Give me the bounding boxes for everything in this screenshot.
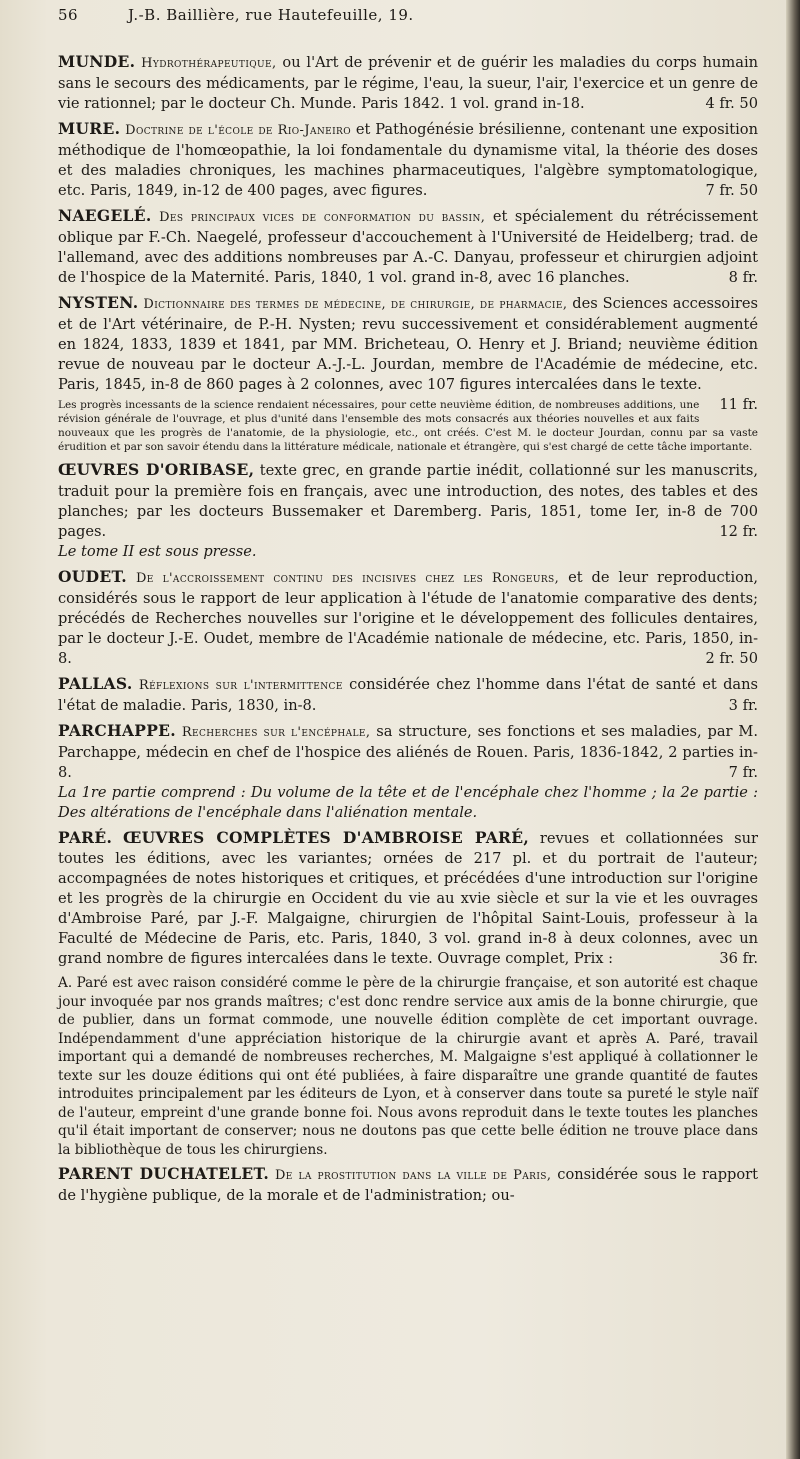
catalogue-entry	[58, 293, 758, 413]
entry-extra: Le tome II est sous presse.	[58, 543, 257, 560]
entry-commentary: A. Paré est avec raison considéré comme le père de la chirurgie française, et son autorité est chaque jour invoquée par nos grands maîtres; c'est donc rendre service aux amis de la bonne chirurgie, que de publier, dans un format commode, une nouvelle édition complète de cet important ouvrage. Indépendamment d'une appréciation historique de la chirurgie avant et après A. Paré, travail important qui a demandé de nombreuses recherches, M. Malgaigne s'est appliqué à collationner le texte sur les douze éditions qui ont été publiées, à faire disparaître une grande quantité de fautes introduites principalement par les éditeurs de Lyon, et à conserver dans toute sa pureté le style naïf de l'auteur, empreint d'une grande bonne foi. Nous avons reproduit dans le texte toutes les planches qu'il était important de conserver; nous ne doutons pas que cette belle édition ne trouve place dans la bibliothèque de tous les chirurgiens.	[58, 975, 758, 1158]
entry-text: considérée sous le rapport de l'hygiène publique, de la morale et de l'administration; ou-	[58, 1166, 759, 1204]
catalogue-entry	[58, 674, 758, 716]
entry-author: PALLAS.	[58, 674, 133, 693]
entry-price: 3 fr.	[728, 697, 758, 714]
catalogue-entry	[58, 119, 758, 201]
entry-heading: Dictionnaire des termes de médecine, de chirurgie, de pharmacie,	[143, 297, 568, 312]
entry-author: NAEGELÉ.	[58, 206, 152, 225]
catalogue-entry	[58, 460, 758, 562]
entry-heading: De la prostitution dans la ville de Paris,	[274, 1168, 552, 1183]
entry-price: 7 fr. 50	[705, 182, 758, 199]
entry-author: PARENT DUCHATELET.	[58, 1164, 270, 1183]
entry-text: et Pathogénésie brésilienne, contenant une exposition méthodique de l'homœopathie, la loi fondamentale du dynamisme vital, la théorie des doses et des maladies chroniques, les machines pharmaceutiques, l'algèbre symptomatologique, etc. Paris, 1849, in-12 de 400 pages, avec figures.	[58, 121, 758, 199]
entry-author: MUNDE.	[58, 52, 136, 71]
catalogue-entry	[58, 1164, 758, 1206]
entry-price: 8 fr.	[728, 269, 758, 286]
entry-text: ou l'Art de prévenir et de guérir les maladies du corps humain sans le secours des médicaments, par le régime, l'eau, la sueur, l'air, l'exercice et un genre de vie rationnel; par le docteur Ch. Munde. Paris 1842. 1 vol. grand in-18.	[58, 54, 759, 112]
catalogue-entry	[58, 828, 758, 969]
catalogue-entry	[58, 206, 758, 288]
entry-heading: De l'accroissement continu des incisives chez les Rongeurs,	[135, 571, 560, 586]
entry-price: 4 fr. 50	[705, 95, 758, 112]
entry-heading: Doctrine de l'école de Rio-Janeiro	[125, 123, 352, 138]
page-number: 56	[58, 6, 79, 24]
catalogue-entry	[58, 721, 758, 823]
entry-author: PARÉ.	[58, 828, 113, 847]
catalogue-entry	[58, 567, 758, 669]
entry-text: revues et collationnées sur toutes les éditions, avec les variantes; ornées de 217 pl. et du portrait de l'auteur; accompagnées de notes historiques et critiques, et précédées d'une introduction sur l'origine et les progrès de la chirurgie en Occident du vie au xvie siècle et sur la vie et les ouvrages d'Ambroise Paré, par J.-F. Malgaigne, chirurgien de l'hôpital Saint-Louis, professeur à la Faculté de Médecine de Paris, etc. Paris, 1840, 3 vol. grand in-8 à deux colonnes, avec un grand nombre de figures intercalées dans le texte. Ouvrage complet, Prix :	[58, 830, 759, 967]
entry-author: ŒUVRES D'ORIBASE,	[58, 460, 255, 479]
entry-author: OUDET.	[58, 567, 128, 586]
book-edge-shadow	[786, 0, 800, 1459]
entry-extra: La 1re partie comprend : Du volume de la tête et de l'encéphale chez l'homme ; la 2e partie : Des altérations de l'encéphale dans l'aliénation mentale.	[58, 784, 758, 821]
entry-text: des Sciences accessoires et de l'Art vétérinaire, de P.-H. Nysten; revu successivement et considérablement augmenté en 1824, 1833, 1839 et 1841, par MM. Bricheteau, O. Henry et J. Briand; neuvième édition revue de nouveau par le docteur A.-J.-L. Jourdan, membre de l'Académie de médecine, etc. Paris, 1845, in-8 de 860 pages à 2 colonnes, avec 107 figures intercalées dans le texte.	[58, 295, 758, 393]
entry-author: MURE.	[58, 119, 121, 138]
entry-price: 2 fr. 50	[705, 650, 758, 667]
entry-heading: ŒUVRES COMPLÈTES D'AMBROISE PARÉ,	[123, 828, 530, 847]
entry-text: texte grec, en grande partie inédit, collationné sur les manuscrits, traduit pour la première fois en français, avec une introduction, des notes, des tables et des planches; par les docteurs Bussemaker et Daremberg. Paris, 1851, tome Ier, in-8 de 700 pages.	[58, 462, 759, 540]
catalogue-entries	[58, 52, 758, 1211]
entry-heading: Réflexions sur l'intermittence	[138, 678, 343, 693]
entry-author: NYSTEN.	[58, 293, 139, 312]
entry-note: Les progrès incessants de la science rendaient nécessaires, pour cette neuvième édition, de nombreuses additions, une révision générale de l'ouvrage, et plus d'unité dans l'ensemble des mots consacrés aux théories nouvelles et aux faits nouveaux que les progrès de l'anatomie, de la physiologie, etc., ont créés. C'est M. le docteur Jourdan, connu par sa vaste érudition et par son savoir étendu dans la littérature médicale, nationale et étrangère, qui s'est chargé de cette tâche importante.	[58, 399, 758, 453]
entry-text: sa structure, ses fonctions et ses maladies, par M. Parchappe, médecin en chef de l'hospice des aliénés de Rouen. Paris, 1836-1842, 2 parties in-8.	[58, 723, 758, 781]
entry-text: considérée chez l'homme dans l'état de santé et dans l'état de maladie. Paris, 1830, in-8.	[58, 676, 759, 714]
entry-author: PARCHAPPE.	[58, 721, 176, 740]
entry-heading: Des principaux vices de conformation du bassin,	[159, 210, 486, 225]
entry-price: 7 fr.	[728, 764, 758, 781]
entry-price: 36 fr.	[719, 950, 758, 967]
entry-text: et spécialement du rétrécissement oblique par F.-Ch. Naegelé, professeur d'accouchement à l'Université de Heidelberg; trad. de l'allemand, avec des additions nombreuses par A.-C. Danyau, professeur et chirurgien adjoint de l'hospice de la Maternité. Paris, 1840, 1 vol. grand in-8, avec 16 planches.	[58, 208, 759, 286]
entry-price: 11 fr.	[719, 396, 758, 413]
running-header	[58, 6, 758, 30]
catalogue-entry	[58, 52, 758, 114]
entry-price: 12 fr.	[719, 523, 758, 540]
running-title: J.-B. Baillière, rue Hautefeuille, 19.	[128, 6, 414, 24]
entry-heading: Hydrothérapeutique,	[141, 56, 277, 71]
entry-heading: Recherches sur l'encéphale,	[181, 725, 371, 740]
entry-text: et de leur reproduction, considérés sous le rapport de leur application à l'étude de l'anatomie comparative des dents; précédés de Recherches nouvelles sur l'origine et le développement des follicules dentaires, par le docteur J.-E. Oudet, membre de l'Académie nationale de médecine, etc. Paris, 1850, in-8.	[58, 569, 759, 667]
